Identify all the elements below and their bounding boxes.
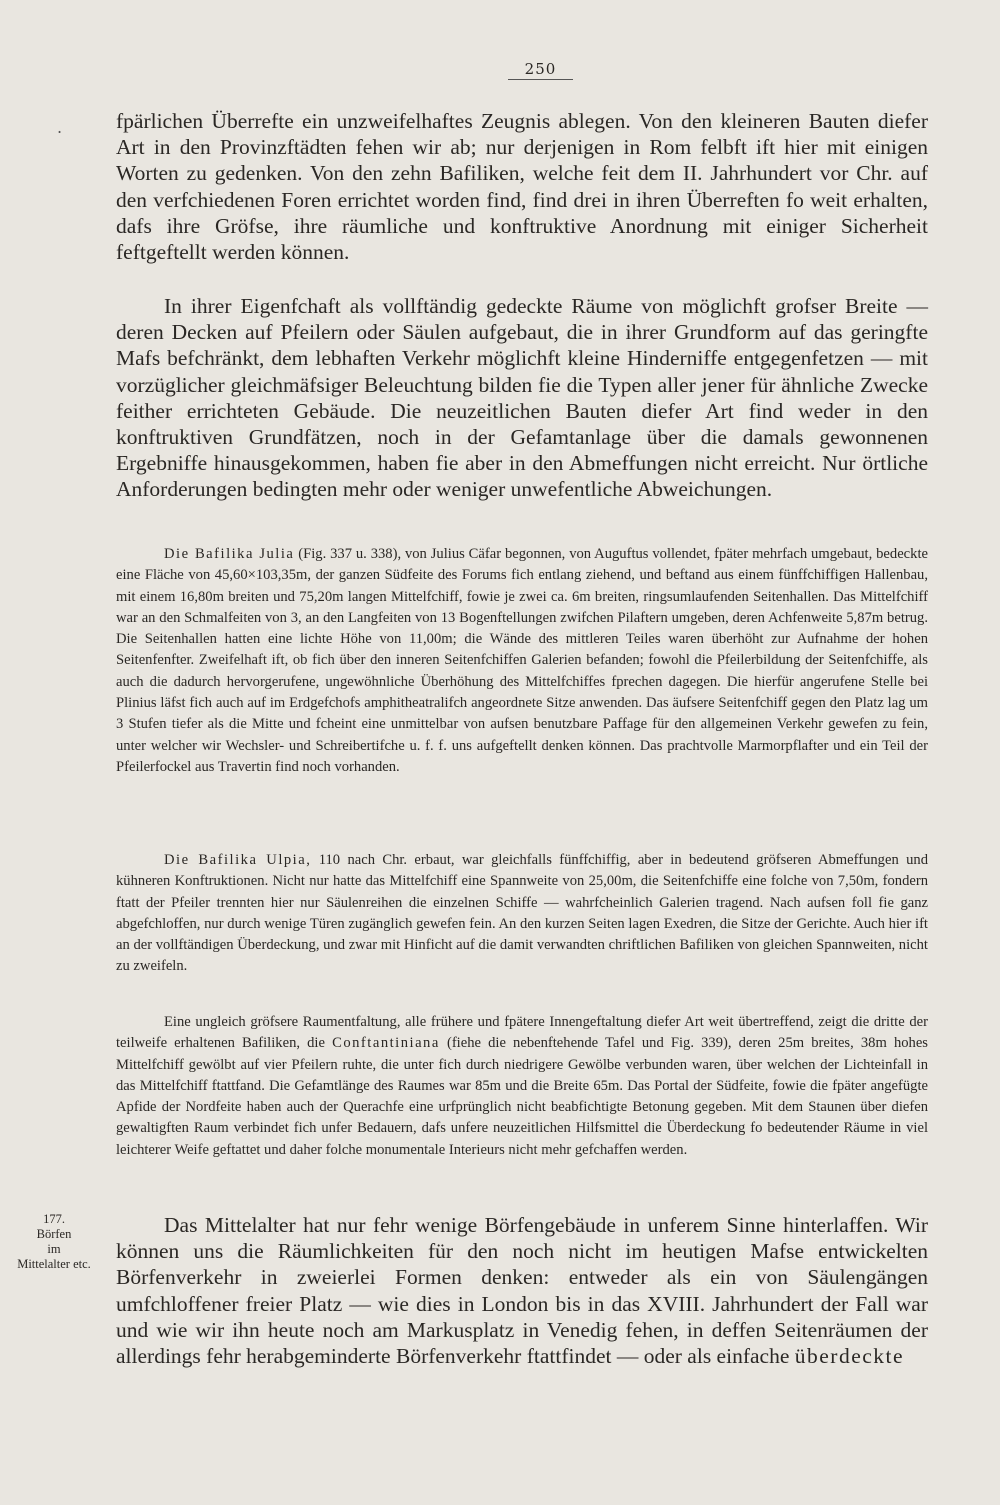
paragraph-text: In ihrer Eigenfchaft als vollftändig gedeckte Räume von möglichft grofser Breite — deren Decken auf Pfeilern oder Säulen aufgebaut, die in ihrer Grundform auf das geringfte Mafs befchränkt, dem lebhaften Verkehr möglichft kleine Hinderniffe entgegenfetzen — mit vorzüglicher gleichmäfsiger Beleuchtung bilden fie die Typen aller jener für ähnliche Zwecke feither errichteten Gebäude. Die neuzeitlichen Bauten diefer Art find weder in den konftruktiven Grundfätzen, noch in der Gefamtanlage über die damals gewonnenen Ergebniffe hinausgekommen, haben fie aber in den Abmeffungen nicht erreicht. Nur örtliche Anforderungen bedingten mehr oder weniger unwefentliche Abweichungen. bbox=[116, 294, 928, 502]
emphasized-word: überdeckte bbox=[794, 1344, 905, 1369]
paragraph-body: Eine ungleich gröfsere Raumentfaltung, alle frühere und fpätere Innengeftaltung diefer Art weit übertreffend, zeigt die dritte der teilweife erhaltenen Bafiliken, die bbox=[116, 1014, 928, 1052]
margin-note-line: im bbox=[47, 1242, 61, 1256]
paragraph-4 bbox=[116, 850, 928, 978]
margin-dot: . bbox=[57, 118, 63, 137]
page-number: 250 bbox=[508, 60, 573, 80]
paragraph-6 bbox=[116, 1212, 928, 1369]
paragraph-text: fpärlichen Überrefte ein unzweifelhaftes Zeugnis ablegen. Von den kleineren Bauten diefer Art in den Provinzftädten fehen wir ab; nur derjenigen in Rom felbft ift hier mit einigen Worten zu gedenken. Von den zehn Bafiliken, welche feit dem II. Jahrhundert vor Chr. auf den verfchiedenen Foren errichtet worden find, find drei in ihren Überreften fo weit erhalten, dafs ihre Gröfse, ihre räumliche und konftruktive Anordnung mit einiger Sicherheit feftgeftellt werden können. bbox=[116, 109, 928, 265]
basilica-name: Die Bafilika Julia bbox=[164, 546, 295, 562]
paragraph-1 bbox=[116, 108, 928, 265]
paragraph-text bbox=[116, 850, 928, 978]
margin-note-line: Börfen bbox=[36, 1227, 72, 1241]
basilica-name: Die Bafilika Ulpia, bbox=[164, 852, 312, 868]
margin-note-number: 177. bbox=[43, 1212, 65, 1226]
paragraph-body: 110 nach Chr. erbaut, war gleichfalls fünffchiffig, aber in bedeutend gröfseren Abmeffungen und kühneren Konftruktionen. Nicht nur hatte das Mittelfchiff eine Spannweite von 25,00m, die Seitenfchiffe eine folche von 7,50m, fondern ftatt der Pfeiler trennten hier nur Säulenreihen die einzelnen Schiffe — wahrfcheinlich Galerien tragend. Nach aufsen foll fie ganz abgefchloffen, nur durch wenige Türen zugänglich gewefen fein. An den kurzen Seiten lagen Exedren, die Sitze der Gerichte. Auch hier ift an der vollftändigen Überdeckung, und zwar mit Hinficht auf die damit verwandten chriftlichen Bafiliken von gleichen Spannweiten, nicht zu zweifeln. bbox=[116, 852, 928, 975]
paragraph-body: Das Mittelalter hat nur fehr wenige Börfengebäude in unferem Sinne hinterlaffen. Wir können uns die Räumlichkeiten für den noch nicht im heutigen Mafse entwickelten Börfenverkehr in zweierlei Formen denken: entweder als ein von Säulengängen umfchloffener freier Platz — wie dies in London bis in das XVIII. Jahrhundert der Fall war und wie wir ihn heute noch am Markusplatz in Venedig fehen, in deffen Seitenräumen der allerdings fehr herabgeminderte Börfenverkehr ftattfindet — oder als einfache bbox=[116, 1213, 928, 1369]
basilica-name: Conftantiniana bbox=[332, 1035, 440, 1052]
paragraph-5 bbox=[116, 1012, 928, 1161]
paragraph-body: (fiehe die nebenftehende Tafel und Fig. 339), deren 25m breites, 38m hohes Mittelfchiff gewölbt auf vier Pfeilern ruhte, die unter fich durch niedrigere Gewölbe verbunden waren, über welchen der Lichteinfall in das Mittelfchiff ftattfand. Die Gefamtlänge des Raumes war 85m und die Breite 65m. Das Portal der Südfeite, fowie die fpäter angefügte Apfide der Nordfeite haben auch der Querachfe eine urfprünglich nicht beabfichtigte Betonung gegeben. Mit dem Staunen über diefen gewaltigften Raum verbindet fich unfer Bedauern, dafs unfere neuzeitlichen Hilfsmittel die Überdeckung fo bedeutender Räume in viel leichterer Weife geftattet und daher folche monumentale Interieurs nicht mehr gefchaffen werden. bbox=[116, 1035, 928, 1158]
paragraph-text bbox=[116, 1012, 928, 1161]
paragraph-text bbox=[116, 1212, 928, 1369]
margin-note bbox=[2, 1212, 106, 1272]
paragraph-2 bbox=[116, 293, 928, 503]
paragraph-3 bbox=[116, 544, 928, 778]
paragraph-text bbox=[116, 544, 928, 778]
margin-note-line: Mittelalter etc. bbox=[17, 1257, 91, 1271]
paragraph-body: (Fig. 337 u. 338), von Julius Cäfar begonnen, von Auguftus vollendet, fpäter mehrfach umgebaut, bedeckte eine Fläche von 45,60×103,35m, der ganzen Südfeite des Forums fich entlang ziehend, und beftand aus einem fünffchiffigen Hallenbau, mit einem 16,80m breiten und 75,20m langen Mittelfchiff, fowie je zwei ca. 6m breiten, ringsumlaufenden Seitenhallen. Das Mittelfchiff war an den Schmalfeiten von 3, an den Langfeiten von 13 Bogenftellungen zwifchen Pilaftern umgeben, deren Achfenweite 5,87m betrug. Die Seitenhallen hatten eine lichte Höhe von 11,00m; die Wände des mittleren Teiles waren überhöht zur Aufnahme der hohen Seitenfenfter. Zweifelhaft ift, ob fich über den inneren Seitenfchiffen Galerien befanden; fowohl die Pfeilerbildung der Seitenfchiffe, als auch die dadurch hervorgerufene, ungewöhnliche Überhöhung des Mittelfchiffes fprechen dagegen. Die hierfür angerufene Stelle bei Plinius läfst fich auch auf im Erdgefchofs amphitheatralifch angeordnete Sitze anwenden. Das äufsere Seitenfchiff gegen den Platz lag um 3 Stufen tiefer als die Mitte und fcheint eine unmittelbar von aufsen benutzbare Paffage für den allgemeinen Verkehr gewefen zu fein, unter welcher wir Wechsler- und Schreibertifche u. f. f. uns aufgeftellt denken können. Das prachtvolle Marmorpflafter und ein Teil der Pfeilerfockel aus Travertin find noch vorhanden. bbox=[116, 546, 928, 775]
